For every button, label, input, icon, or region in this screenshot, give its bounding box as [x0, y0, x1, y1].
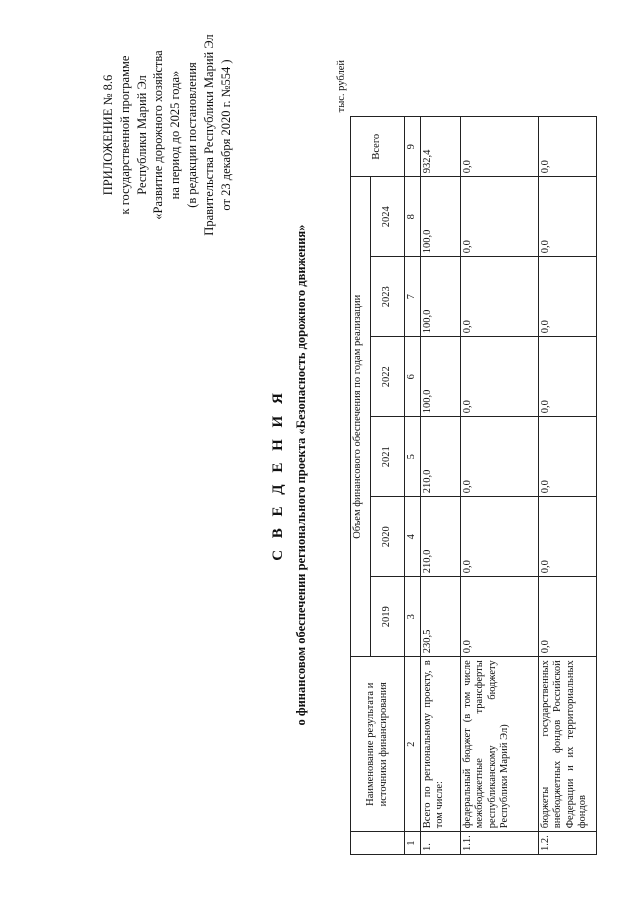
- row-name: бюджеты государственных внебюджетных фондов Российской Федерации и их территориальных фондов: [538, 657, 596, 832]
- appendix-line: (в редакции постановления: [184, 62, 199, 208]
- header-row-group: [351, 117, 371, 855]
- row-value: 230,5: [420, 577, 460, 657]
- row-value: 0,0: [460, 417, 538, 497]
- header-year: 2023: [371, 257, 405, 337]
- row-total: 0,0: [460, 117, 538, 177]
- header-col1: [351, 832, 405, 855]
- row-number: 1.1.: [460, 832, 538, 855]
- table-row: [460, 117, 538, 855]
- row-value: 0,0: [460, 577, 538, 657]
- column-number: 4: [405, 497, 421, 577]
- row-value: 210,0: [420, 417, 460, 497]
- column-number: 2: [405, 657, 421, 832]
- header-year: 2024: [371, 177, 405, 257]
- appendix-line: Республики Марий Эл: [134, 75, 149, 195]
- row-value: 210,0: [420, 497, 460, 577]
- appendix-line: на период до 2025 года»: [168, 70, 183, 200]
- financing-table: [350, 116, 597, 855]
- header-year: 2021: [371, 417, 405, 497]
- row-value: 0,0: [538, 337, 596, 417]
- header-year: 2019: [371, 577, 405, 657]
- row-value: 0,0: [538, 177, 596, 257]
- appendix-line: «Развитие дорожного хозяйства: [151, 50, 166, 220]
- appendix-line: от 23 декабря 2020 г. №554 ): [218, 59, 233, 211]
- document-title: С В Е Д Е Н И Я: [270, 389, 286, 561]
- row-number: 1.: [420, 832, 460, 855]
- table-row: [420, 117, 460, 855]
- row-value: 0,0: [538, 257, 596, 337]
- appendix-line: Правительства Республики Марий Эл: [201, 34, 216, 236]
- table-row: [538, 117, 596, 855]
- column-number: 3: [405, 577, 421, 657]
- appendix-line: ПРИЛОЖЕНИЕ № 8.6: [101, 74, 115, 196]
- row-value: 0,0: [460, 497, 538, 577]
- row-value: 0,0: [538, 417, 596, 497]
- column-number: 8: [405, 177, 421, 257]
- column-number: 7: [405, 257, 421, 337]
- row-value: 0,0: [538, 497, 596, 577]
- row-total: 932,4: [420, 117, 460, 177]
- appendix-block: [100, 0, 234, 285]
- header-year: 2020: [371, 497, 405, 577]
- header-name: Наименование результата и источники финансирования: [351, 657, 405, 832]
- row-number: 1.2.: [538, 832, 596, 855]
- column-number: 6: [405, 337, 421, 417]
- column-number: 5: [405, 417, 421, 497]
- row-value: 0,0: [460, 257, 538, 337]
- document-subtitle: о финансовом обеспечении регионального проекта «Безопасность дорожного движения»: [294, 224, 308, 726]
- row-value: 0,0: [460, 177, 538, 257]
- row-value: 0,0: [538, 577, 596, 657]
- row-name: федеральный бюджет (в том числе межбюджетные трансферты республиканскому бюджету Республики Марий Эл): [460, 657, 538, 832]
- row-name: Всего по региональному проекту, в том числе:: [420, 657, 460, 832]
- header-group: Объем финансового обеспечения по годам реализации: [351, 177, 371, 657]
- column-number: 9: [405, 117, 421, 177]
- row-value: 100,0: [420, 177, 460, 257]
- row-value: 100,0: [420, 257, 460, 337]
- header-total: Всего: [351, 117, 405, 177]
- row-value: 0,0: [460, 337, 538, 417]
- row-value: 100,0: [420, 337, 460, 417]
- units-label: тыс. рублей: [336, 60, 347, 113]
- column-number: 1: [405, 832, 421, 855]
- column-numbers-row: [405, 117, 421, 855]
- appendix-line: к государственной программе: [117, 55, 132, 215]
- header-year: 2022: [371, 337, 405, 417]
- row-total: 0,0: [538, 117, 596, 177]
